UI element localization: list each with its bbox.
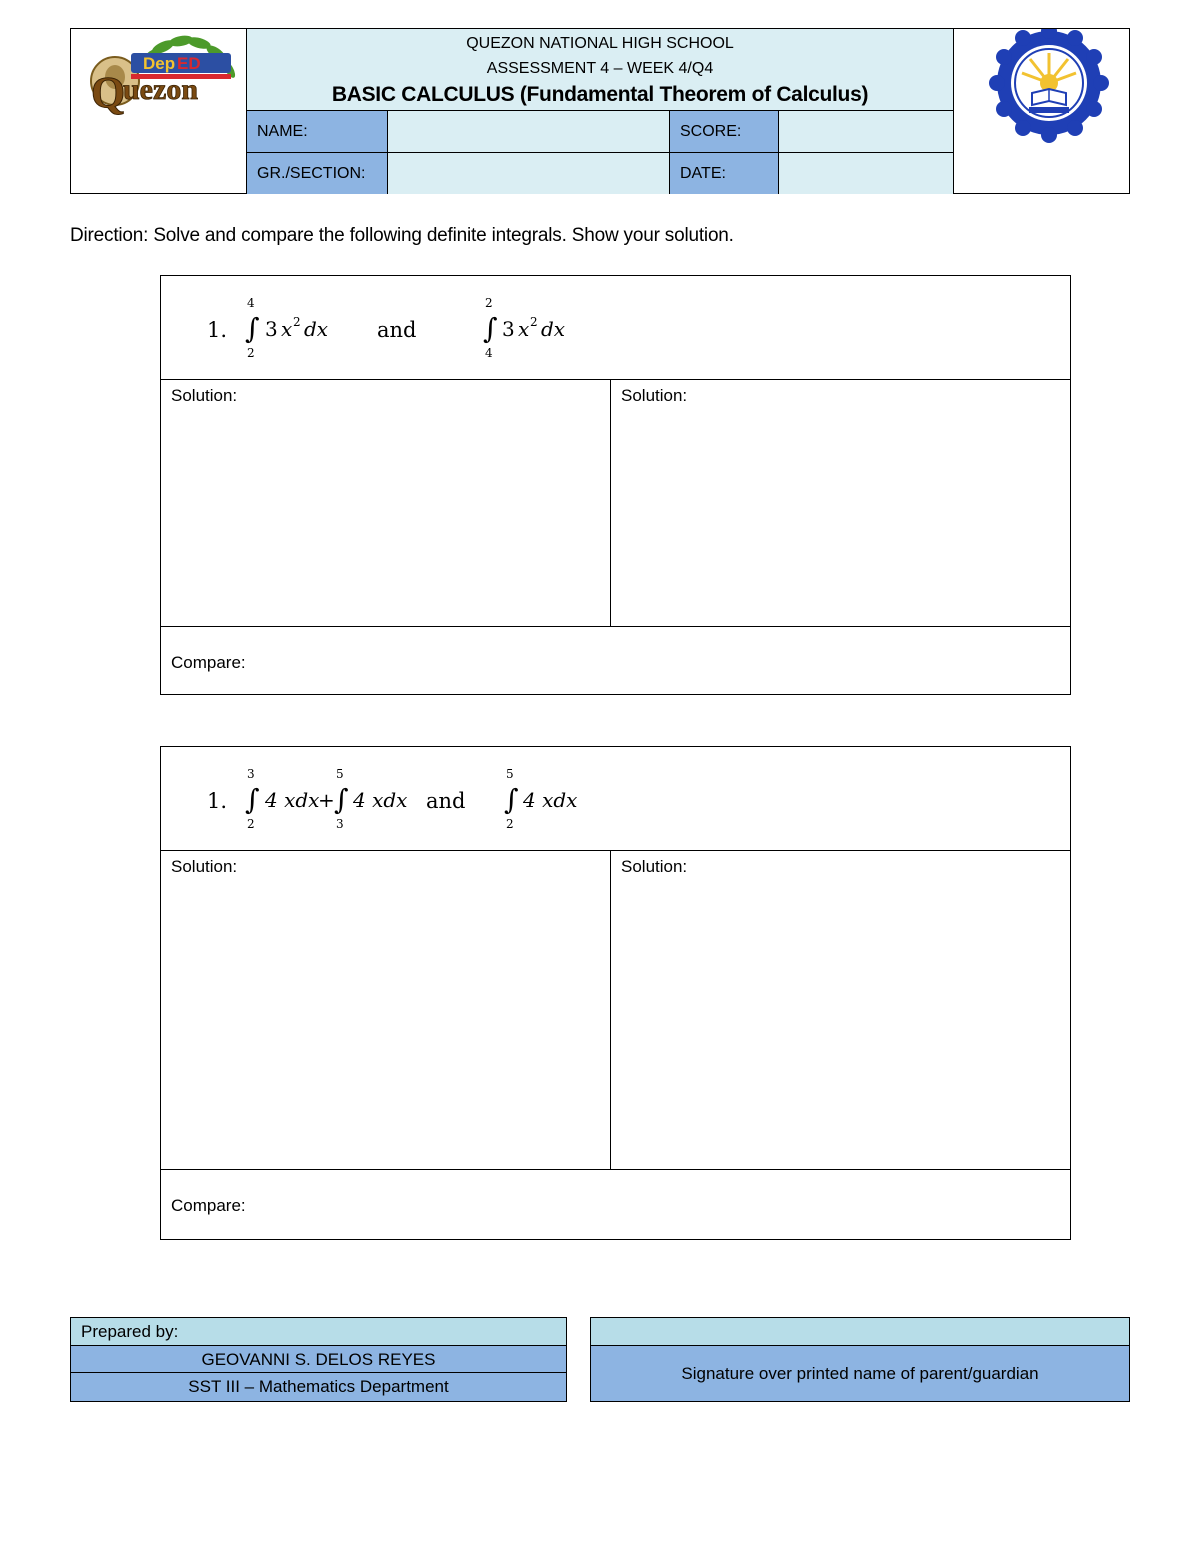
solution-label: Solution:: [171, 857, 238, 876]
solution-left-area[interactable]: [161, 380, 611, 626]
svg-text:Dep: Dep: [143, 54, 176, 73]
compare-label: Compare:: [171, 653, 246, 672]
integrand-coefficient: 3: [265, 317, 278, 341]
integrand-exponent: 2: [530, 315, 538, 329]
signature-label: Signature over printed name of parent/guardian: [591, 1346, 1129, 1401]
integrand-expression: 4 xdx: [265, 788, 320, 812]
and-connector: and: [377, 318, 417, 342]
integral-lower-limit: 2: [247, 346, 255, 360]
signature-field[interactable]: [591, 1318, 1129, 1346]
and-connector: and: [426, 789, 466, 813]
solution-left-area[interactable]: [161, 851, 611, 1169]
integral-upper-limit: 2: [485, 296, 493, 310]
date-field[interactable]: [779, 153, 953, 194]
direction-text: Direction: Solve and compare the following definite integrals. Show your solution.: [70, 225, 734, 246]
solution-label: Solution:: [621, 386, 688, 405]
info-row-name-score: [246, 111, 954, 153]
plus-sign: +: [318, 788, 335, 812]
integral-sign-icon: ∫: [504, 783, 519, 816]
title-block: [246, 29, 954, 111]
svg-text:ED: ED: [177, 54, 201, 73]
problem-number: 1.: [207, 789, 228, 813]
solution-label: Solution:: [171, 386, 238, 405]
integral-upper-limit: 5: [506, 767, 514, 781]
score-field[interactable]: [779, 111, 953, 152]
problem-2-solution-area: [161, 851, 1070, 1169]
compare-label: Compare:: [171, 1196, 246, 1215]
integrand-variable: x: [281, 317, 293, 341]
integral-lower-limit: 2: [247, 817, 255, 831]
problem-2-box: [160, 746, 1071, 1240]
compare-area[interactable]: [161, 626, 1070, 694]
school-name: QUEZON NATIONAL HIGH SCHOOL: [466, 35, 734, 52]
svg-text:uezon: uezon: [123, 73, 198, 106]
integrand-exponent: 2: [293, 315, 301, 329]
problem-1-statement: [161, 276, 1070, 380]
svg-text:Q: Q: [91, 68, 126, 117]
integral-sign-icon: ∫: [483, 312, 498, 345]
info-row-section-date: [246, 153, 954, 194]
problem-2-statement: [161, 747, 1070, 851]
name-field[interactable]: [388, 111, 670, 152]
solution-label: Solution:: [621, 857, 688, 876]
school-seal-logo: [954, 29, 1129, 193]
integrand-coefficient: 3: [502, 317, 515, 341]
integral-lower-limit: 2: [506, 817, 514, 831]
integrand-expression: 4 xdx: [353, 788, 408, 812]
name-label: NAME:: [247, 111, 388, 152]
integral-upper-limit: 3: [247, 767, 255, 781]
assessment-label: ASSESSMENT 4 – WEEK 4/Q4: [486, 60, 714, 77]
integral-sign-icon: ∫: [245, 312, 260, 345]
date-label: DATE:: [670, 153, 779, 194]
problem-2-math: [161, 747, 1069, 849]
problem-1-math: [161, 276, 1069, 378]
integral-upper-limit: 4: [247, 296, 255, 310]
subject-title: BASIC CALCULUS (Fundamental Theorem of Calculus): [331, 83, 869, 106]
solution-right-area[interactable]: [611, 851, 1070, 1169]
integrand-variable: x: [518, 317, 530, 341]
problem-1-solution-area: [161, 380, 1070, 626]
integral-upper-limit: 5: [336, 767, 344, 781]
preparer-name: GEOVANNI S. DELOS REYES: [71, 1346, 566, 1373]
integral-sign-icon: ∫: [334, 783, 349, 816]
integrand-differential: dx: [541, 317, 566, 341]
section-field[interactable]: [388, 153, 670, 194]
solution-right-area[interactable]: [611, 380, 1070, 626]
parent-signature-box: [590, 1317, 1130, 1402]
integral-sign-icon: ∫: [245, 783, 260, 816]
preparer-position: SST III – Mathematics Department: [71, 1373, 566, 1401]
deped-quezon-logo: [71, 29, 246, 193]
integral-lower-limit: 4: [485, 346, 493, 360]
integrand-expression: 4 xdx: [523, 788, 578, 812]
integrand-differential: dx: [304, 317, 329, 341]
prepared-by-label: Prepared by:: [71, 1318, 566, 1346]
integral-lower-limit: 3: [336, 817, 344, 831]
prepared-by-box: [70, 1317, 567, 1402]
problem-1-box: [160, 275, 1071, 695]
problem-number: 1.: [207, 318, 228, 342]
assessment-header: [70, 28, 1130, 194]
section-label: GR./SECTION:: [247, 153, 388, 194]
score-label: SCORE:: [670, 111, 779, 152]
compare-area[interactable]: [161, 1169, 1070, 1239]
